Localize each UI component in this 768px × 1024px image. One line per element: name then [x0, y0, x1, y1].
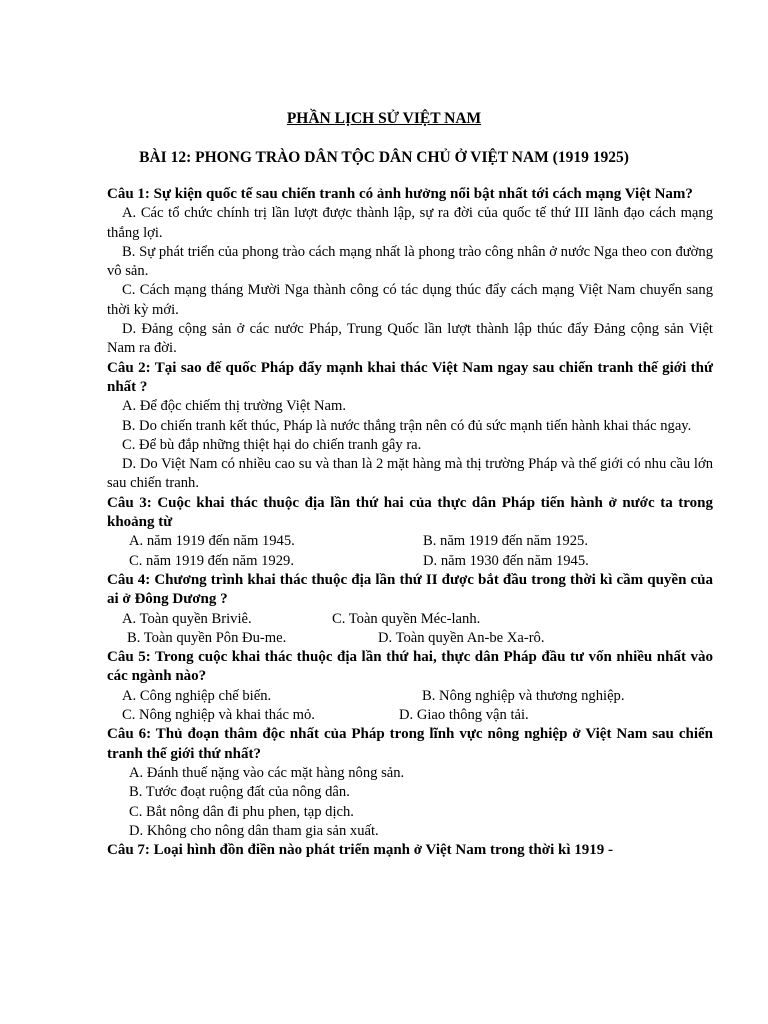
question-4-option-d: D. Toàn quyền An-be Xa-rô. — [378, 629, 545, 646]
question-4: Câu 4: Chương trình khai thác thuộc địa lần thứ II được bắt đầu trong thời kì cầm quyền của ai ở Đông Dương ? — [107, 571, 713, 608]
question-6-option-a: A. Đánh thuế nặng vào các mặt hàng nông sản. — [129, 764, 405, 781]
question-2-option-c: C. Để bù đắp những thiệt hại do chiến tranh gây ra. — [122, 436, 422, 453]
question-3-options-row-2 — [107, 552, 713, 571]
question-6-option-d: D. Không cho nông dân tham gia sản xuất. — [129, 822, 379, 839]
question-6: Câu 6: Thủ đoạn thâm độc nhất của Pháp trong lĩnh vực nông nghiệp ở Việt Nam sau chiến tranh thế giới thứ nhất? — [107, 726, 713, 762]
question-5-option-a: A. Công nghiệp chế biến. — [122, 687, 272, 704]
question-3: Câu 3: Cuộc khai thác thuộc địa lần thứ hai của thực dân Pháp tiến hành ở nước ta trong khoảng từ — [107, 494, 713, 531]
question-2-option-b: B. Do chiến tranh kết thúc, Pháp là nước thắng trận nên có đủ sức mạnh tiến hành khai thác ngay. — [122, 417, 692, 434]
question-2: Câu 2: Tại sao đế quốc Pháp đẩy mạnh khai thác Việt Nam ngay sau chiến tranh thế giới thứ nhất ? — [107, 359, 713, 395]
page-title: PHẦN LỊCH SỬ VIỆT NAM — [286, 110, 482, 127]
question-2-option-a: A. Để độc chiếm thị trường Việt Nam. — [122, 398, 347, 415]
question-3-option-c: C. năm 1919 đến năm 1929. — [129, 552, 294, 569]
question-4-option-c: C. Toàn quyền Méc-lanh. — [332, 610, 481, 627]
question-7: Câu 7: Loại hình đồn điền nào phát triển mạnh ở Việt Nam trong thời kì 1919 - — [107, 842, 614, 859]
question-1: Câu 1: Sự kiện quốc tế sau chiến tranh có ảnh hưởng nổi bật nhất tới cách mạng Việt Nam? — [107, 186, 693, 202]
lesson-title: BÀI 12: PHONG TRÀO DÂN TỘC DÂN CHỦ Ở VIỆT NAM (1919 1925) — [139, 149, 629, 166]
question-3-options-row-1 — [107, 532, 713, 551]
question-list — [107, 185, 713, 860]
question-3-option-d: D. năm 1930 đến năm 1945. — [423, 552, 589, 569]
question-4-option-a: A. Toàn quyền Briviê. — [122, 610, 252, 627]
question-5-option-b: B. Nông nghiệp và thương nghiệp. — [422, 687, 625, 704]
question-1-option-c: C. Cách mạng tháng Mười Nga thành công có tác dụng thúc đẩy cách mạng Việt Nam chuyển sang thời kỳ mới. — [107, 282, 713, 318]
question-5-option-d: D. Giao thông vận tải. — [399, 707, 529, 724]
question-1-option-b: B. Sự phát triển của phong trào cách mạng nhất là phong trào công nhân ở nước Nga theo con đường vô sản. — [107, 243, 713, 280]
question-3-option-b: B. năm 1919 đến năm 1925. — [423, 533, 588, 550]
question-1-option-d: D. Đảng cộng sản ở các nước Pháp, Trung Quốc lần lượt thành lập thúc đẩy Đảng cộng sản Việt Nam ra đời. — [107, 321, 713, 357]
question-2-option-d: D. Do Việt Nam có nhiều cao su và than là 2 mặt hàng mà thị trường Pháp và thế giới có nhu cầu lớn sau chiến tranh. — [107, 456, 713, 492]
question-5-options-row-1 — [107, 687, 713, 706]
question-6-option-c: C. Bắt nông dân đi phu phen, tạp dịch. — [129, 803, 354, 820]
question-1-option-a: A. Các tổ chức chính trị lần lượt được thành lập, sự ra đời của quốc tế thứ III lãnh đạo cách mạng thắng lợi. — [107, 205, 713, 241]
question-5-options-row-2 — [107, 706, 713, 725]
question-4-option-b: B. Toàn quyền Pôn Đu-me. — [127, 629, 287, 646]
question-4-options-row-2 — [107, 629, 713, 648]
question-4-options-row-1 — [107, 610, 713, 629]
question-3-option-a: A. năm 1919 đến năm 1945. — [129, 533, 295, 550]
question-5-option-c: C. Nông nghiệp và khai thác mỏ. — [122, 707, 315, 724]
question-6-option-b: B. Tước đoạt ruộng đất của nông dân. — [129, 784, 350, 801]
question-5: Câu 5: Trong cuộc khai thác thuộc địa lần thứ hai, thực dân Pháp đầu tư vốn nhiều nhất vào các ngành nào? — [107, 649, 713, 685]
